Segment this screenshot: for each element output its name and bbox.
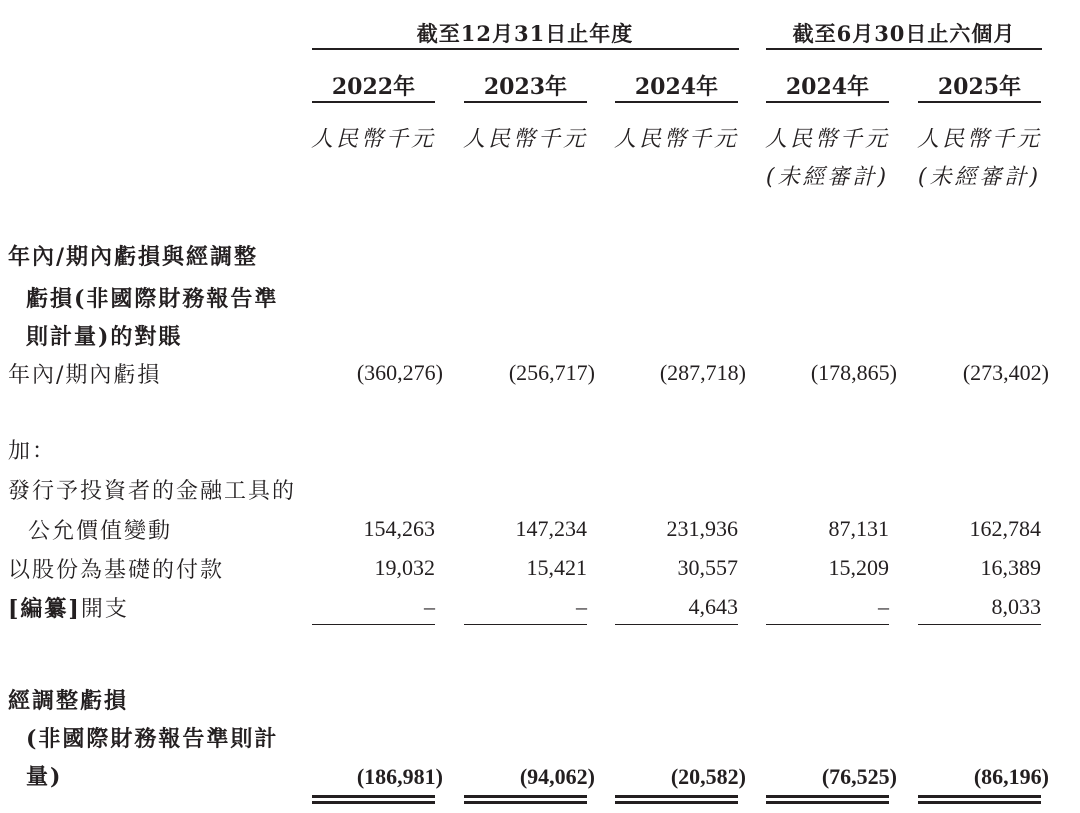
total-double-rule (918, 801, 1041, 804)
adjusted-label-line1: 經調整虧損 (8, 688, 129, 714)
subtotal-rule (464, 624, 587, 625)
total-double-rule (766, 801, 889, 804)
subtotal-rule (766, 624, 889, 625)
unit-label: 人民幣千元 (462, 127, 588, 152)
header-group-year: 截至12月31日止年度 (416, 21, 634, 46)
unit-label: 人民幣千元 (613, 127, 739, 152)
adjusted-value-2024: (20,582) (670, 764, 746, 789)
col-header-2022: 2022年 (331, 74, 416, 100)
redacted-label-rest: 開支 (80, 597, 129, 622)
sbp-value-2024-half: 15,209 (828, 555, 889, 580)
redacted-row-label (8, 592, 129, 623)
section-title-line2: 虧損(非國際財務報告準 (26, 286, 279, 312)
loss-value-2024: (287,718) (659, 360, 746, 385)
col-header-2024-half: 2024年 (785, 74, 870, 100)
col-rule (615, 101, 738, 103)
sbp-value-2024: 30,557 (677, 555, 738, 580)
redacted-value-2024-half: – (878, 594, 889, 619)
add-label: 加： (8, 439, 57, 464)
sbp-row-label: 以股份為基礎的付款 (8, 558, 225, 583)
redacted-bracket: [編纂] (8, 596, 81, 622)
redacted-value-2025-half: 8,033 (991, 594, 1041, 619)
fv-row-label-line1: 發行予投資者的金融工具的 (8, 479, 297, 504)
loss-value-2022: (360,276) (356, 360, 443, 385)
redacted-value-2024: 4,643 (688, 594, 738, 619)
redacted-value-2022: – (424, 594, 435, 619)
total-double-rule (615, 795, 738, 798)
adjusted-value-2022: (186,981) (356, 764, 443, 789)
section-title-line3: 則計量)的對賬 (26, 324, 183, 350)
adjusted-value-2024-half: (76,525) (821, 764, 897, 789)
total-double-rule (464, 801, 587, 804)
col-rule (766, 101, 889, 103)
subtotal-rule (918, 624, 1041, 625)
total-double-rule (918, 795, 1041, 798)
unit-label: 人民幣千元 (916, 127, 1042, 152)
subtotal-rule (312, 624, 435, 625)
unaudited-label: (未經審計) (917, 165, 1042, 190)
total-double-rule (312, 795, 435, 798)
col-header-2024: 2024年 (634, 74, 719, 100)
col-header-2025-half: 2025年 (937, 74, 1022, 100)
header-group-half-rule (766, 48, 1042, 50)
col-rule (464, 101, 587, 103)
sbp-value-2022: 19,032 (374, 555, 435, 580)
header-group-year-rule (312, 48, 739, 50)
loss-row-label: 年內/期內虧損 (8, 363, 162, 388)
total-double-rule (766, 795, 889, 798)
col-rule (312, 101, 435, 103)
fv-row-label-line2: 公允價值變動 (28, 519, 173, 544)
col-header-2023: 2023年 (483, 74, 568, 100)
header-group-half: 截至6月30日止六個月 (792, 21, 1016, 46)
adjusted-label-line3: 量) (26, 764, 63, 790)
unit-label: 人民幣千元 (764, 127, 890, 152)
unaudited-label: (未經審計) (765, 165, 890, 190)
loss-value-2025-half: (273,402) (962, 360, 1049, 385)
fv-value-2024-half: 87,131 (828, 516, 889, 541)
adjusted-label-line2: (非國際財務報告準則計 (26, 726, 279, 752)
adjusted-value-2025-half: (86,196) (973, 764, 1049, 789)
loss-value-2024-half: (178,865) (810, 360, 897, 385)
total-double-rule (615, 801, 738, 804)
adjusted-value-2023: (94,062) (519, 764, 595, 789)
col-rule (918, 101, 1041, 103)
fv-value-2022: 154,263 (363, 516, 435, 541)
total-double-rule (312, 801, 435, 804)
sbp-value-2025-half: 16,389 (980, 555, 1041, 580)
loss-value-2023: (256,717) (508, 360, 595, 385)
fv-value-2024: 231,936 (666, 516, 738, 541)
redacted-value-2023: – (576, 594, 587, 619)
fv-value-2023: 147,234 (515, 516, 587, 541)
unit-label: 人民幣千元 (310, 127, 436, 152)
fv-value-2025-half: 162,784 (969, 516, 1041, 541)
total-double-rule (464, 795, 587, 798)
section-title-line1: 年內/期內虧損與經調整 (8, 244, 259, 270)
sbp-value-2023: 15,421 (526, 555, 587, 580)
subtotal-rule (615, 624, 738, 625)
